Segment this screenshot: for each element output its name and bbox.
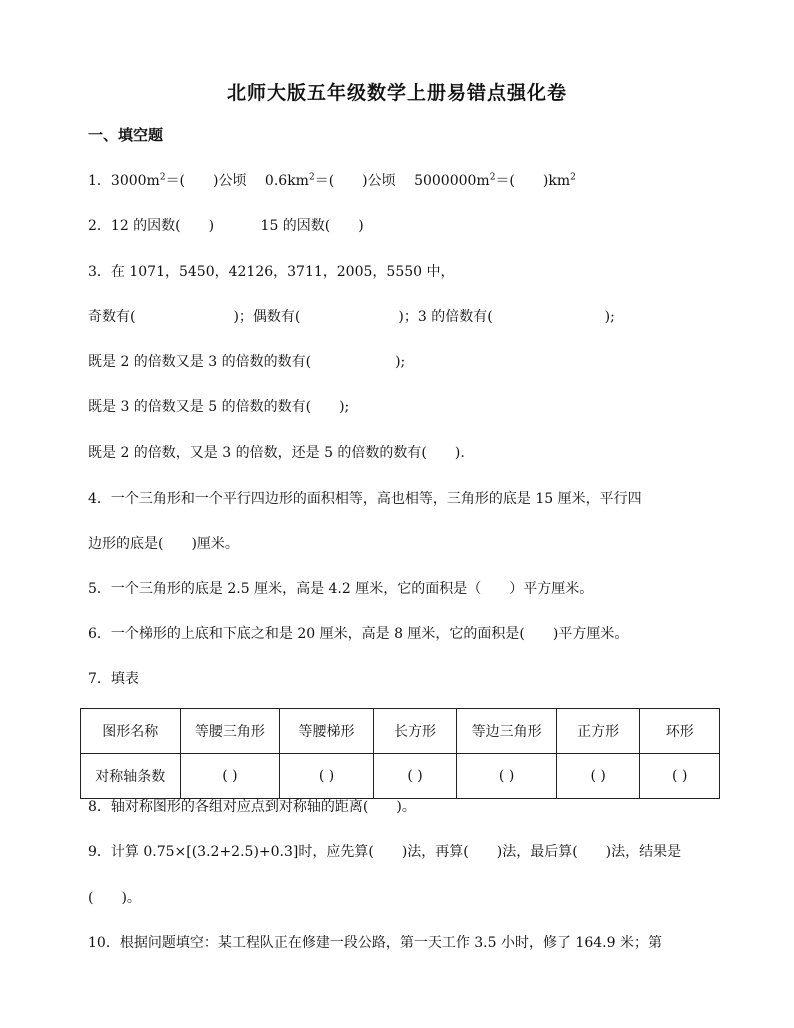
q1-part-a: 3000m: [110, 173, 160, 189]
question-3-line-4: 既是 2 的倍数，又是 3 的倍数，还是 5 的倍数的数有( ).: [88, 445, 465, 461]
page-title: 北师大版五年级数学上册易错点强化卷: [226, 82, 567, 104]
question-3-intro: 3．在 1071，5450，42126，3711，2005，5550 中，: [88, 264, 455, 280]
table-cell: 图形名称: [81, 709, 181, 754]
q1-sup-b: 2: [308, 172, 315, 183]
q1-sup-a: 2: [159, 172, 166, 183]
question-10: 10．根据问题填空：某工程队正在修建一段公路，第一天工作 3.5 小时，修了 164.9 米；第: [88, 935, 662, 951]
table-cell: 环形: [640, 709, 720, 754]
q1-part-d: ＝( )km: [495, 173, 571, 189]
table-cell: ( ): [556, 754, 640, 799]
q1-part-c: ＝( )公顷 5000000m: [314, 173, 490, 189]
question-3-line-3: 既是 3 的倍数又是 5 的倍数的数有( );: [88, 399, 350, 415]
table-cell: ( ): [280, 754, 374, 799]
table-header-row: [81, 709, 720, 754]
question-8: 8．轴对称图形的各组对应点到对称轴的距离( )。: [88, 799, 416, 815]
question-5: 5．一个三角形的底是 2.5 厘米，高是 4.2 厘米，它的面积是（ ）平方厘米。: [88, 581, 594, 597]
section-heading: 一、填空题: [88, 126, 164, 144]
table-cell: 等边三角形: [457, 709, 557, 754]
table-cell: ( ): [373, 754, 457, 799]
table-row: [81, 754, 720, 799]
question-4-line-2: 边形的底是( )厘米。: [88, 536, 239, 552]
question-4-line-1: 4．一个三角形和一个平行四边形的面积相等，高也相等，三角形的底是 15 厘米，平行四: [88, 491, 642, 507]
symmetry-table: [80, 708, 720, 799]
table-cell: 等腰三角形: [180, 709, 280, 754]
question-3-line-1: 奇数有( )；偶数有( )；3 的倍数有( );: [88, 309, 615, 325]
question-9-line-1: 9．计算 0.75×[(3.2+2.5)+0.3]时，应先算( )法，再算( )法，最后算( )法，结果是: [88, 844, 682, 860]
q1-number: 1．: [88, 173, 111, 189]
table-cell: 长方形: [373, 709, 457, 754]
question-6: 6．一个梯形的上底和下底之和是 20 厘米，高是 8 厘米，它的面积是( )平方厘米。: [88, 626, 629, 642]
q1-sup-d: 2: [570, 172, 576, 183]
question-7-label: 7．填表: [88, 671, 139, 687]
question-3-line-2: 既是 2 的倍数又是 3 的倍数的数有( );: [88, 354, 406, 370]
table-cell: ( ): [640, 754, 720, 799]
table-cell: 正方形: [556, 709, 640, 754]
question-1: [88, 170, 576, 190]
question-9-line-2: ( )。: [88, 890, 141, 906]
table-cell: ( ): [180, 754, 280, 799]
question-2: 2．12 的因数( ) 15 的因数( ): [88, 218, 364, 234]
table-cell: 等腰梯形: [280, 709, 374, 754]
q1-sup-c: 2: [489, 172, 496, 183]
q1-part-b: ＝( )公顷 0.6km: [165, 173, 309, 189]
table-cell: 对称轴条数: [81, 754, 181, 799]
table-cell: ( ): [457, 754, 557, 799]
